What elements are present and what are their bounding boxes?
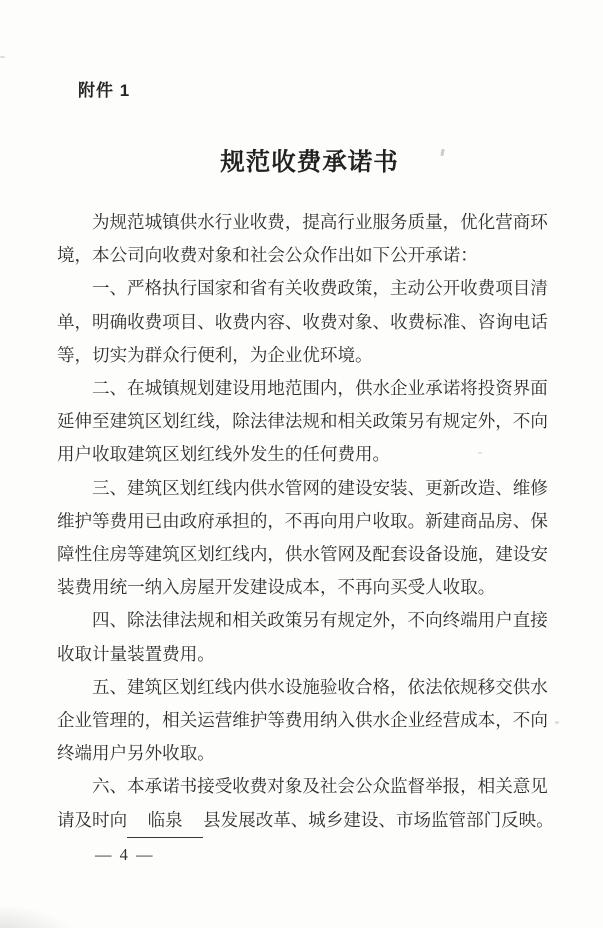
filled-in-blank-county-name: 临泉 — [127, 804, 203, 838]
body-line: 等，切实为群众行便利，为企业优环境。 — [57, 344, 373, 365]
body-line: 三、建筑区划红线内供水管网的建设安装、更新改造、维修 — [92, 477, 548, 498]
body-line: 障性住房等建筑区划红线内，供水管网及配套设备设施，建设安 — [57, 544, 548, 565]
final-line-suffix: 县发展改革、城乡建设、市场监管部门反映。 — [203, 809, 554, 830]
body-line: 终端用户另外收取。 — [57, 743, 215, 764]
scan-speck — [478, 452, 482, 454]
scan-speck — [0, 56, 5, 58]
body-line: 二、在城镇规划建设用地范围内，供水企业承诺将投资界面 — [92, 378, 548, 399]
body-line: 收取计量装置费用。 — [57, 643, 215, 664]
body-line-with-blank — [57, 804, 553, 838]
body-line: 延伸至建筑区划红线，除法律法规和相关政策另有规定外，不向 — [57, 411, 548, 432]
scan-speck — [555, 721, 559, 724]
body-line: 四、除法律法规和相关政策另有规定外，不向终端用户直接 — [92, 610, 548, 631]
body-line: 六、本承诺书接受收费对象及社会公众监督举报，相关意见 — [92, 776, 548, 797]
body-line: 单，明确收费项目、收费内容、收费对象、收费标准、咨询电话 — [57, 311, 548, 332]
body-line: 为规范城镇供水行业收费，提高行业服务质量，优化营商环 — [92, 212, 548, 232]
final-line-prefix: 请及时向 — [57, 809, 128, 830]
body-line: 用户收取建筑区划红线外发生的任何费用。 — [57, 444, 391, 465]
attachment-label: 附件 1 — [78, 81, 131, 100]
body-line: 装费用统一纳入房屋开发建设成本，不再向买受人收取。 — [57, 577, 496, 598]
body-line: 一、严格执行国家和省有关收费政策，主动公开收费项目清 — [92, 278, 548, 299]
body-line: 企业管理的，相关运营维护等费用纳入供水企业经营成本，不向 — [57, 710, 548, 731]
body-line: 境，本公司向收费对象和社会公众作出如下公开承诺： — [57, 245, 478, 266]
page-number: — 4 — — [95, 844, 155, 864]
body-line: 五、建筑区划红线内供水设施验收合格，依法依规移交供水 — [92, 676, 548, 697]
document-title: 规范收费承诺书 — [220, 149, 399, 176]
document-body — [57, 206, 553, 871]
body-line: 维护等费用已由政府承担的，不再向用户收取。新建商品房、保 — [57, 510, 548, 531]
scan-smudge — [0, 904, 78, 928]
